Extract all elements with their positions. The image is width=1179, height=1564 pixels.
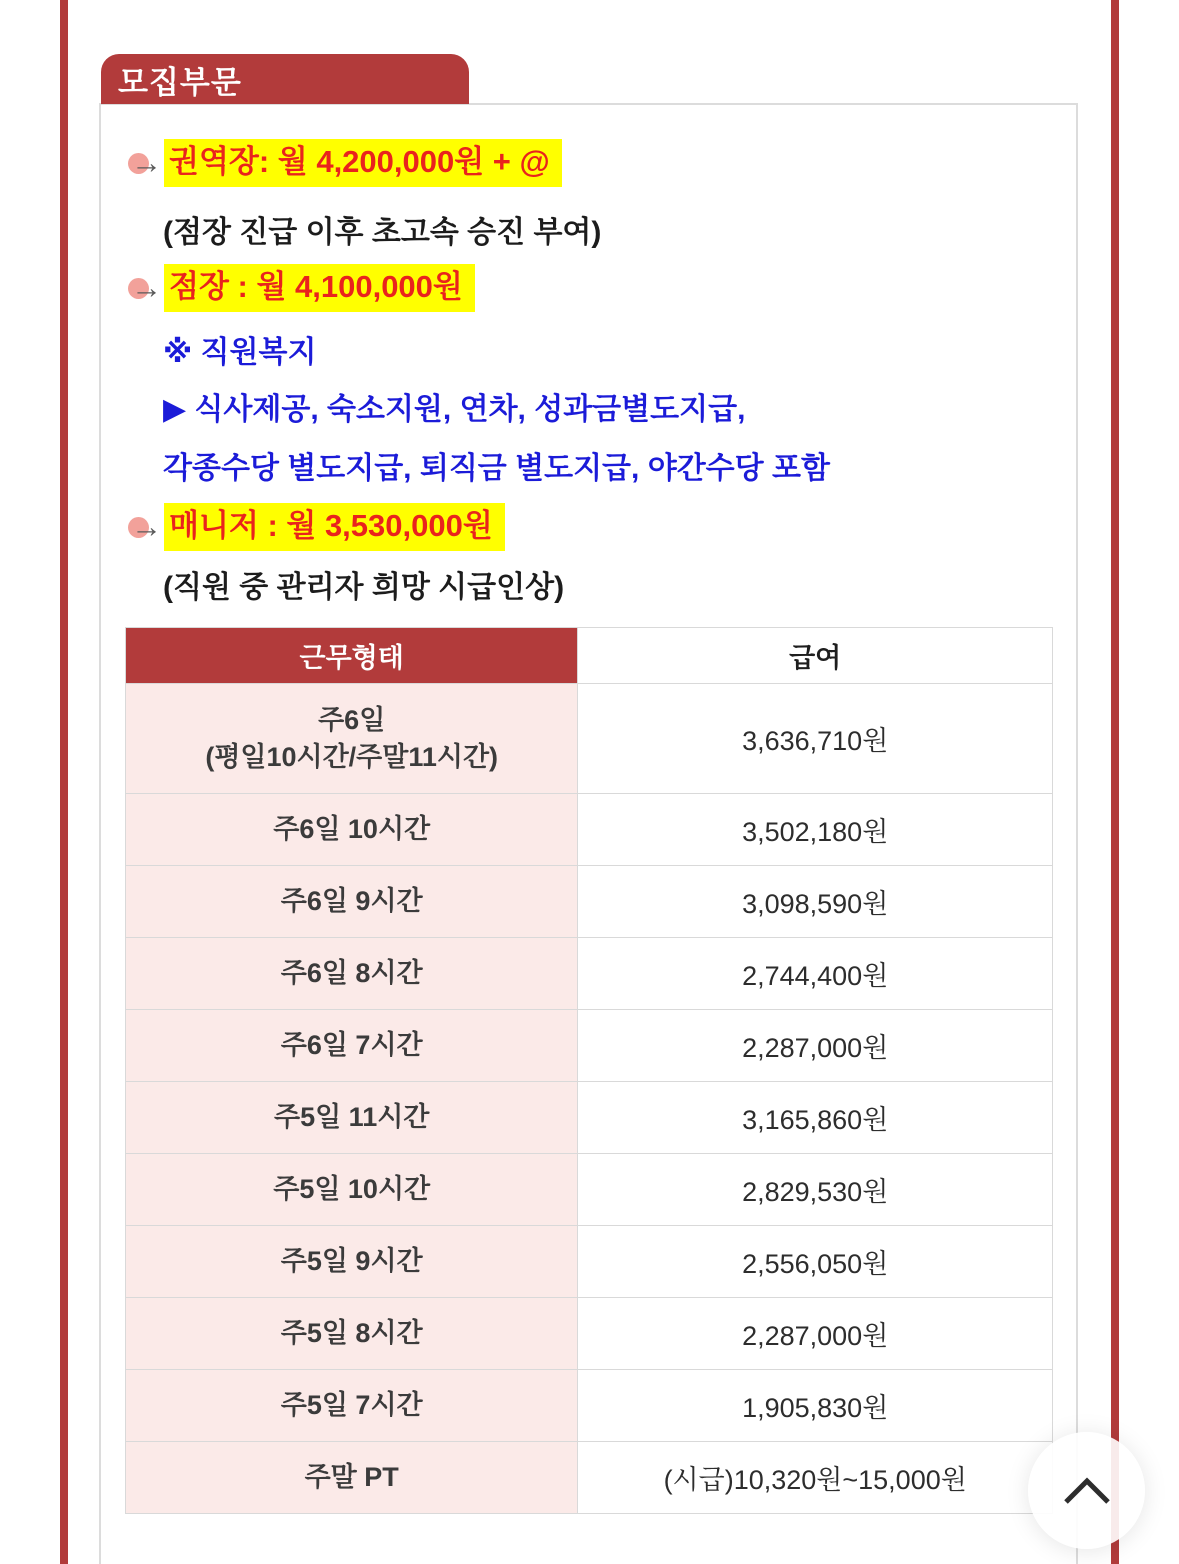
section-tab-title: 모집부문 <box>118 64 242 100</box>
worktype-cell <box>126 866 578 938</box>
worktype-label: 주6일 7시간 <box>280 1030 423 1060</box>
salary-table-row <box>126 1082 1053 1154</box>
worktype-cell <box>126 1226 578 1298</box>
line-text: 매니저 : 월 3,530,000원 <box>164 503 505 551</box>
section-content <box>99 103 1078 1564</box>
salary-table-row <box>126 794 1053 866</box>
salary-table-row <box>126 684 1053 794</box>
line-text: 점장 : 월 4,100,000원 <box>164 264 475 312</box>
arrow-glyph: → <box>131 145 162 180</box>
salary-table-row <box>126 1154 1053 1226</box>
line-text: (직원 중 관리자 희망 시급인상) <box>163 571 565 604</box>
info-line <box>163 562 564 606</box>
line-text: ※ 직원복지 <box>163 336 317 369</box>
worktype-label: 주6일 8시간 <box>280 958 423 988</box>
column-header-worktype: 근무형태 <box>126 628 578 684</box>
salary-highlight-line <box>128 503 505 551</box>
worktype-cell <box>126 1082 578 1154</box>
info-line <box>163 327 316 371</box>
line-text: ▶ 식사제공, 숙소지원, 연차, 성과금별도지급, <box>163 393 746 426</box>
salary-table <box>125 627 1053 1514</box>
salary-highlight-line <box>128 139 562 187</box>
salary-table-row <box>126 938 1053 1010</box>
arrow-glyph: → <box>131 509 162 544</box>
salary-cell: 3,165,860원 <box>578 1082 1053 1154</box>
info-line <box>163 207 601 251</box>
worktype-label: 주5일 11시간 <box>273 1102 430 1132</box>
worktype-label: 주5일 9시간 <box>280 1246 423 1276</box>
worktype-cell <box>126 794 578 866</box>
worktype-label: 주5일 8시간 <box>280 1318 423 1348</box>
worktype-cell <box>126 1298 578 1370</box>
chevron-up-icon <box>1062 1476 1112 1506</box>
worktype-cell <box>126 938 578 1010</box>
info-line <box>163 384 745 428</box>
line-text: 권역장: 월 4,200,000원 + @ <box>164 139 562 187</box>
salary-cell: (시급)10,320원~15,000원 <box>578 1442 1053 1514</box>
salary-cell: 2,744,400원 <box>578 938 1053 1010</box>
info-line <box>163 443 830 487</box>
column-header-salary: 급여 <box>578 628 1053 684</box>
salary-table-row <box>126 1370 1053 1442</box>
salary-table-row <box>126 1298 1053 1370</box>
arrow-right-bullet-icon <box>128 146 164 180</box>
salary-cell: 3,636,710원 <box>578 684 1053 794</box>
section-tab <box>101 54 469 104</box>
line-text: (점장 진급 이후 초고속 승진 부여) <box>163 216 602 249</box>
worktype-cell <box>126 1010 578 1082</box>
salary-cell: 3,502,180원 <box>578 794 1053 866</box>
salary-cell: 2,287,000원 <box>578 1298 1053 1370</box>
worktype-cell <box>126 1442 578 1514</box>
salary-cell: 3,098,590원 <box>578 866 1053 938</box>
worktype-label: 주말 PT <box>304 1462 399 1492</box>
worktype-cell <box>126 684 578 794</box>
salary-highlight-line <box>128 264 475 312</box>
arrow-right-bullet-icon <box>128 510 164 544</box>
salary-cell: 2,556,050원 <box>578 1226 1053 1298</box>
worktype-cell <box>126 1154 578 1226</box>
worktype-label: 주6일 10시간 <box>273 814 431 844</box>
salary-cell: 1,905,830원 <box>578 1370 1053 1442</box>
salary-table-row <box>126 1226 1053 1298</box>
salary-cell: 2,287,000원 <box>578 1010 1053 1082</box>
arrow-right-bullet-icon <box>128 271 164 305</box>
salary-table-row <box>126 1442 1053 1514</box>
worktype-label: 주5일 10시간 <box>273 1174 431 1204</box>
salary-table-row <box>126 1010 1053 1082</box>
arrow-glyph: → <box>131 270 162 305</box>
salary-cell: 2,829,530원 <box>578 1154 1053 1226</box>
worktype-label: 주6일 9시간 <box>280 886 423 916</box>
salary-table-row <box>126 866 1053 938</box>
worktype-label: 주5일 7시간 <box>280 1390 423 1420</box>
salary-table-header-row <box>126 628 1053 684</box>
worktype-label: (평일10시간/주말11시간) <box>205 741 499 772</box>
left-accent-bar <box>60 0 68 1564</box>
worktype-label: 주6일 <box>318 704 386 735</box>
line-text: 각종수당 별도지급, 퇴직금 별도지급, 야간수당 포함 <box>163 452 830 485</box>
scroll-to-top-button[interactable] <box>1028 1432 1145 1549</box>
right-accent-bar <box>1111 0 1119 1564</box>
worktype-cell <box>126 1370 578 1442</box>
